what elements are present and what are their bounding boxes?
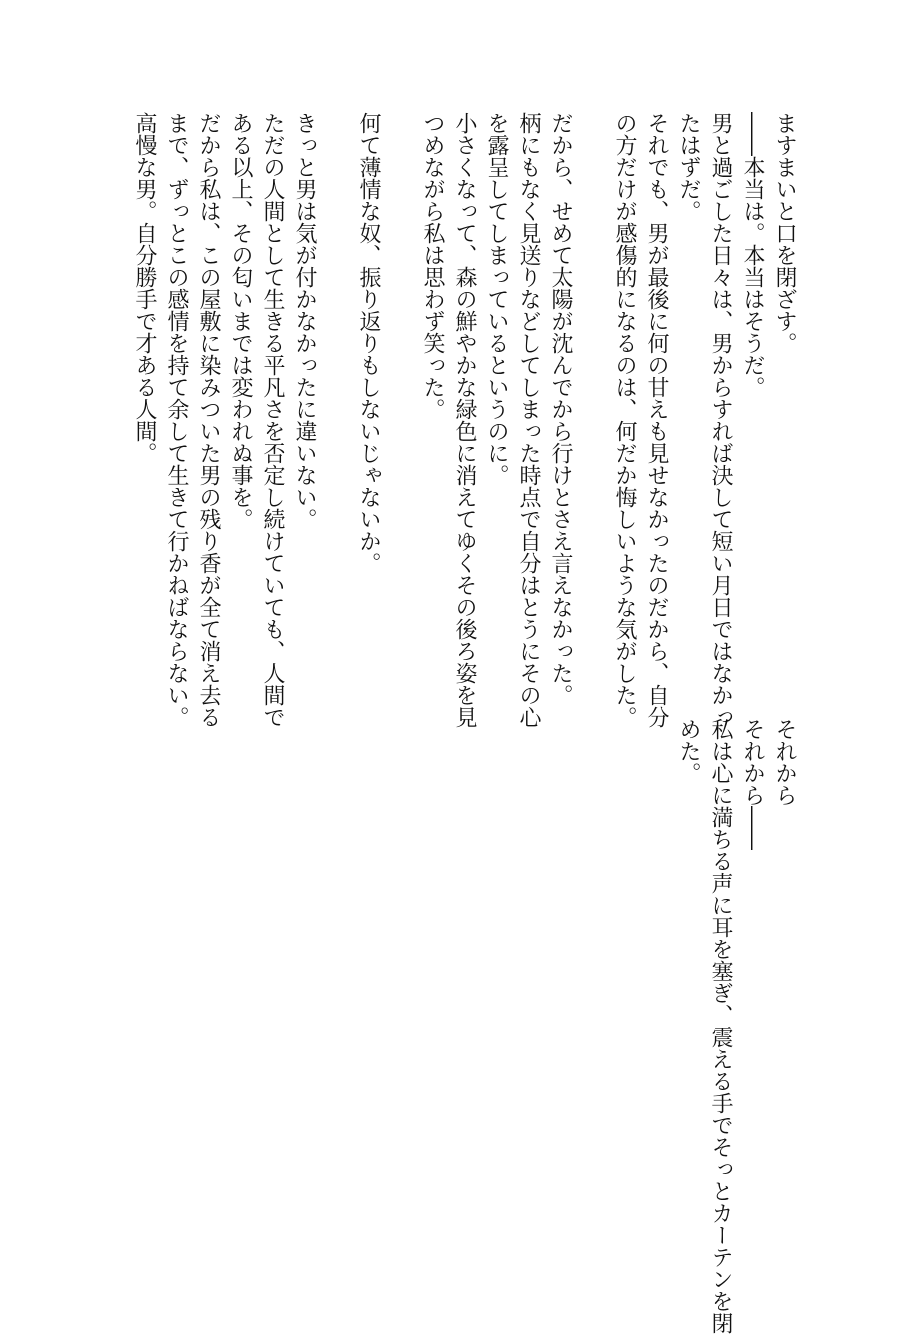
text-line: の方だけが感傷的になるのは、何だか悔しいような気がした。 <box>612 112 637 728</box>
text-line: めた。 <box>676 718 701 784</box>
text-line: ある以上、その匂いまでは変われぬ事を。 <box>228 112 253 530</box>
text-line: 何て薄情な奴、振り返りもしないじゃないか。 <box>356 112 381 574</box>
text-line: 私は心に満ちる声に耳を塞ぎ、震える手でそっとカーテンを閉 <box>708 718 733 1334</box>
text-line: それから <box>772 718 797 806</box>
text-line: つめながら私は思わず笑った。 <box>420 112 445 420</box>
text-line: ますまいと口を閉ざす。 <box>772 112 797 354</box>
text-line: 高慢な男。自分勝手で才ある人間。 <box>132 112 157 464</box>
text-line: ――本当は。本当はそうだ。 <box>740 112 765 398</box>
text-line: それでも、男が最後に何の甘えも見せなかったのだから、自分 <box>644 112 669 728</box>
text-line: 男と過ごした日々は、男からすれば決して短い月日ではなかっ <box>708 112 733 728</box>
text-line: 小さくなって、森の鮮やかな緑色に消えてゆくその後ろ姿を見 <box>452 112 477 728</box>
text-line: たはずだ。 <box>676 112 701 222</box>
text-line: ただの人間として生きる平凡さを否定し続けていても、人間で <box>260 112 285 728</box>
text-line: それから―― <box>740 718 765 850</box>
text-line: だから、せめて太陽が沈んでから行けとさえ言えなかった。 <box>548 112 573 706</box>
text-line: を露呈してしまっているというのに。 <box>484 112 509 486</box>
text-line: 柄にもなく見送りなどしてしまった時点で自分はとうにその心 <box>516 112 541 728</box>
text-line: まで、ずっとこの感情を持て余して生きて行かねばならない。 <box>164 112 189 728</box>
text-line: きっと男は気が付かなかったに違いない。 <box>292 112 317 530</box>
text-line: だから私は、この屋敷に染みついた男の残り香が全て消え去る <box>196 112 221 728</box>
